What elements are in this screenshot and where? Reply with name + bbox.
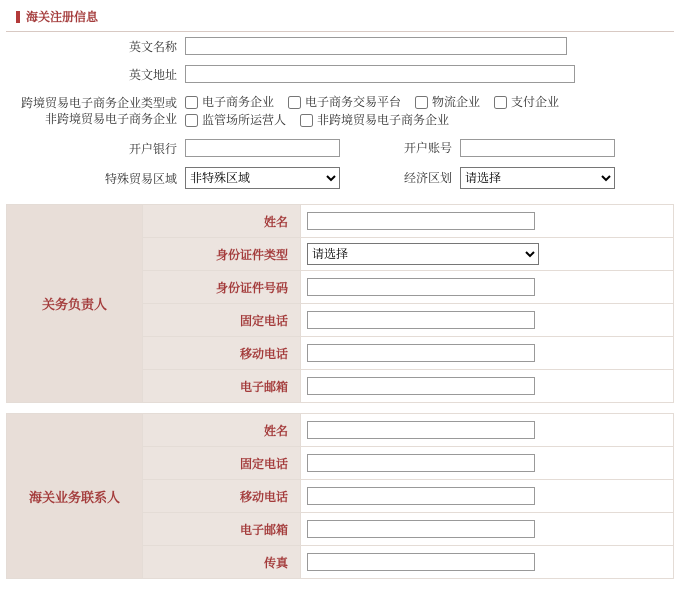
economic-zone-select[interactable] bbox=[460, 167, 615, 189]
english-name-input[interactable] bbox=[185, 37, 567, 55]
officer-landline-input[interactable] bbox=[307, 311, 535, 329]
contact-fax-label: 传真 bbox=[143, 546, 301, 579]
checkbox-ecommerce-platform[interactable] bbox=[288, 93, 401, 111]
officer-name-cell bbox=[301, 205, 674, 238]
officer-name-label: 姓名 bbox=[143, 205, 301, 238]
row-enterprise-type bbox=[6, 88, 674, 134]
contact-email-cell bbox=[301, 513, 674, 546]
checkbox-payment-enterprise-box[interactable] bbox=[494, 96, 507, 109]
contact-name-cell bbox=[301, 414, 674, 447]
contact-fax-cell bbox=[301, 546, 674, 579]
special-trade-zone-select[interactable] bbox=[185, 167, 340, 189]
english-name-cell bbox=[181, 32, 674, 60]
checkbox-supervision-site-operator[interactable] bbox=[185, 111, 286, 129]
contact-mobile-label: 移动电话 bbox=[143, 480, 301, 513]
english-name-label: 英文名称 bbox=[128, 39, 177, 54]
officer-landline-label: 固定电话 bbox=[143, 304, 301, 337]
enterprise-type-checkbox-group bbox=[185, 93, 670, 129]
contact-email-input[interactable] bbox=[307, 520, 535, 538]
bank-cell bbox=[181, 134, 396, 162]
table-row bbox=[7, 205, 674, 238]
customs-officer-panel-title: 关务负责人 bbox=[7, 205, 143, 403]
bank-label: 开户银行 bbox=[128, 141, 177, 156]
customs-contact-panel bbox=[6, 413, 674, 579]
bank-input[interactable] bbox=[185, 139, 340, 157]
contact-landline-input[interactable] bbox=[307, 454, 535, 472]
checkbox-logistics-enterprise-box[interactable] bbox=[415, 96, 428, 109]
checkbox-logistics-enterprise-label: 物流企业 bbox=[432, 95, 481, 109]
officer-id-number-input[interactable] bbox=[307, 278, 535, 296]
officer-mobile-label: 移动电话 bbox=[143, 337, 301, 370]
row-english-address bbox=[6, 60, 674, 88]
officer-email-input[interactable] bbox=[307, 377, 535, 395]
officer-id-type-cell bbox=[301, 238, 674, 271]
checkbox-non-cross-border-ecommerce-box[interactable] bbox=[300, 114, 313, 127]
row-zones bbox=[6, 162, 674, 194]
officer-id-number-cell bbox=[301, 271, 674, 304]
contact-landline-label: 固定电话 bbox=[143, 447, 301, 480]
contact-mobile-cell bbox=[301, 480, 674, 513]
contact-email-label: 电子邮箱 bbox=[143, 513, 301, 546]
customs-registration-form bbox=[6, 32, 674, 194]
checkbox-ecommerce-platform-label: 电子商务交易平台 bbox=[305, 95, 402, 109]
special-trade-zone-cell bbox=[181, 162, 396, 194]
account-label: 开户账号 bbox=[403, 141, 452, 155]
section-title: 海关注册信息 bbox=[26, 10, 99, 24]
officer-id-number-label: 身份证件号码 bbox=[143, 271, 301, 304]
special-trade-zone-label: 特殊贸易区域 bbox=[104, 171, 177, 186]
section-accent-bar bbox=[16, 11, 20, 23]
officer-email-label: 电子邮箱 bbox=[143, 370, 301, 403]
contact-mobile-input[interactable] bbox=[307, 487, 535, 505]
customs-officer-panel bbox=[6, 204, 674, 403]
economic-zone-cell bbox=[456, 162, 674, 194]
enterprise-type-label: 跨境贸易电子商务企业类型或非跨境贸易电子商务企业 bbox=[20, 96, 177, 126]
officer-mobile-input[interactable] bbox=[307, 344, 535, 362]
checkbox-ecommerce-enterprise-box[interactable] bbox=[185, 96, 198, 109]
officer-mobile-cell bbox=[301, 337, 674, 370]
checkbox-ecommerce-enterprise-label: 电子商务企业 bbox=[202, 95, 275, 109]
account-cell bbox=[456, 134, 674, 162]
checkbox-supervision-site-operator-label: 监管场所运营人 bbox=[202, 113, 287, 127]
officer-landline-cell bbox=[301, 304, 674, 337]
section-header bbox=[6, 0, 674, 32]
checkbox-non-cross-border-ecommerce[interactable] bbox=[300, 111, 449, 129]
checkbox-non-cross-border-ecommerce-label: 非跨境贸易电子商务企业 bbox=[317, 113, 450, 127]
contact-name-label: 姓名 bbox=[143, 414, 301, 447]
checkbox-logistics-enterprise[interactable] bbox=[415, 93, 480, 111]
economic-zone-label: 经济区划 bbox=[403, 171, 452, 185]
contact-fax-input[interactable] bbox=[307, 553, 535, 571]
english-address-cell bbox=[181, 60, 674, 88]
officer-email-cell bbox=[301, 370, 674, 403]
english-address-label: 英文地址 bbox=[128, 67, 177, 82]
checkbox-ecommerce-platform-box[interactable] bbox=[288, 96, 301, 109]
officer-name-input[interactable] bbox=[307, 212, 535, 230]
row-bank-account bbox=[6, 134, 674, 162]
checkbox-supervision-site-operator-box[interactable] bbox=[185, 114, 198, 127]
customs-contact-panel-title: 海关业务联系人 bbox=[7, 414, 143, 579]
contact-landline-cell bbox=[301, 447, 674, 480]
checkbox-payment-enterprise[interactable] bbox=[494, 93, 559, 111]
row-english-name bbox=[6, 32, 674, 60]
checkbox-ecommerce-enterprise[interactable] bbox=[185, 93, 274, 111]
contact-name-input[interactable] bbox=[307, 421, 535, 439]
officer-id-type-select[interactable] bbox=[307, 243, 539, 265]
table-row bbox=[7, 414, 674, 447]
english-address-input[interactable] bbox=[185, 65, 575, 83]
officer-id-type-label: 身份证件类型 bbox=[143, 238, 301, 271]
account-input[interactable] bbox=[460, 139, 615, 157]
enterprise-type-cell bbox=[181, 88, 674, 134]
checkbox-payment-enterprise-label: 支付企业 bbox=[511, 95, 560, 109]
